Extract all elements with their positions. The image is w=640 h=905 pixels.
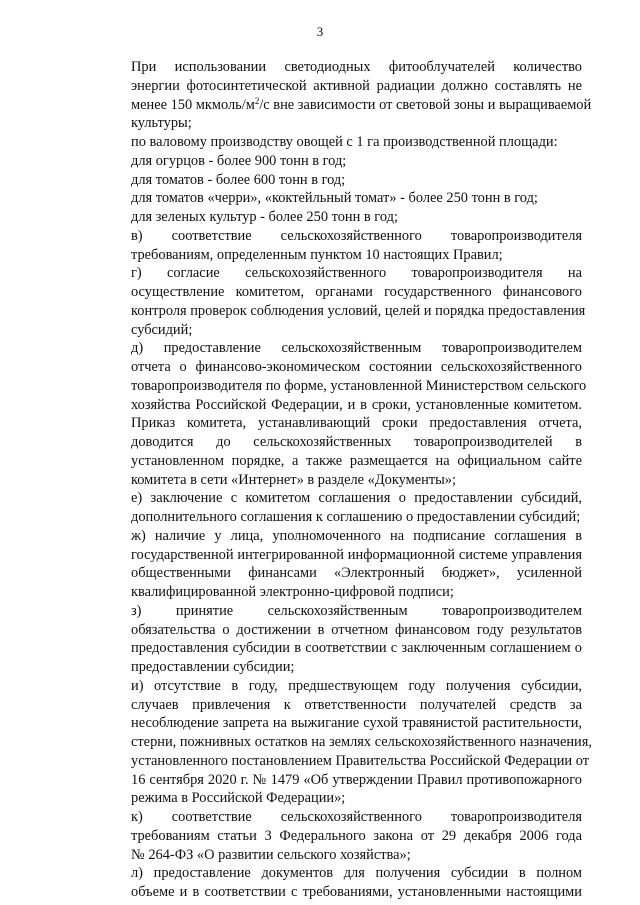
- text-line: государственной интегрированной информационной системе управления: [131, 546, 582, 563]
- paragraph-item-z: [95, 602, 582, 677]
- paragraph-item-zh: [95, 527, 582, 602]
- text-line: установленном порядке, а также размещается на официальном сайте: [131, 452, 582, 469]
- paragraph-item-l: [95, 864, 582, 902]
- text-line: в) соответствие сельскохозяйственного товаропроизводителя: [131, 227, 582, 244]
- text-line: требованиям, определенным пунктом 10 настоящих Правил;: [131, 246, 503, 263]
- text-line: требованиям статьи 3 Федерального закона от 29 декабря 2006 года: [131, 827, 582, 844]
- text-line: осуществление комитетом, органами государственного финансового: [131, 284, 582, 300]
- page-number: 3: [316, 24, 324, 39]
- text-line: д) предоставление сельскохозяйственным товаропроизводителем: [131, 340, 582, 357]
- text-line: энергии фотосинтетической активной радиации должно составлять не: [131, 77, 582, 94]
- text-line: режима в Российской Федерации»;: [131, 790, 346, 807]
- text-line: квалифицированной электронно-цифровой подписи;: [131, 584, 454, 600]
- text-line: культуры;: [131, 115, 192, 132]
- text-line: контроля проверок соблюдения условий, целей и порядка предоставления: [131, 302, 586, 319]
- gross-cherry-tomatoes: для томатов «черри», «коктейльный томат» - более 250 тонн в год;: [131, 190, 538, 207]
- text-line: дополнительного соглашения к соглашению о предоставлении субсидий;: [131, 509, 581, 525]
- paragraph-item-g: [95, 264, 586, 339]
- text-line: комитета в сети «Интернет» в разделе «Документы»;: [131, 471, 456, 488]
- gross-production-intro: по валовому производству овощей с 1 га производственной площади:: [131, 134, 558, 150]
- text-line: несоблюдение запрета на выжигание сухой травянистой растительности,: [131, 715, 582, 732]
- superscript: 2: [254, 95, 260, 106]
- gross-greens: для зеленых культур - более 250 тонн в год;: [131, 209, 398, 225]
- text-line: При использовании светодиодных фитооблучателей количество: [131, 59, 582, 75]
- text-line: и) отсутствие в году, предшествующем году получения субсидии,: [131, 677, 582, 694]
- text-fragment: менее 150 мкмоль/м: [131, 96, 255, 113]
- text-line: Приказ комитета, устанавливающий сроки предоставления отчета,: [131, 415, 582, 432]
- text-line: стерни, пожнивных остатков на землях сельскохозяйственного назначения,: [131, 734, 592, 750]
- text-line: е) заключение с комитетом соглашения о предоставлении субсидий,: [131, 490, 582, 507]
- text-line: 16 сентября 2020 г. № 1479 «Об утверждении Правил противопожарного: [131, 771, 582, 788]
- paragraph-item-d: [95, 339, 587, 489]
- gross-tomatoes: для томатов - более 600 тонн в год;: [131, 171, 346, 188]
- text-line: общественными финансами «Электронный бюджет», усиленной: [131, 565, 582, 582]
- text-line: обязательства о достижении в отчетном финансовом году результатов: [131, 621, 582, 638]
- text-line: предоставления субсидии в соответствии с заключенным соглашением о: [131, 640, 582, 657]
- paragraph-item-e: [95, 489, 582, 527]
- text-line: установленного постановлением Правительства Российской Федерации от: [131, 752, 590, 769]
- document-body: [95, 58, 592, 902]
- text-line: л) предоставление документов для получения субсидии в полном: [131, 865, 582, 882]
- paragraph-item-v: [95, 227, 582, 265]
- text-line: случаев привлечения к ответственности получателей средств за: [131, 696, 582, 713]
- text-line: товаропроизводителя по форме, установленной Министерством сельского: [131, 377, 587, 394]
- text-line: объеме и в соответствии с требованиями, установленными настоящими: [131, 884, 582, 900]
- paragraph-item-i: [95, 677, 592, 808]
- paragraph-led-lighting: [95, 58, 592, 133]
- text-line: № 264-ФЗ «О развитии сельского хозяйства»;: [131, 846, 411, 863]
- text-line: [95, 95, 592, 115]
- text-line: з) принятие сельскохозяйственным товаропроизводителем: [131, 602, 582, 619]
- text-line: г) согласие сельскохозяйственного товаропроизводителя на: [131, 265, 582, 282]
- paragraph-item-k: [95, 808, 582, 864]
- text-line: ж) наличие у лица, уполномоченного на подписание соглашения в: [131, 527, 582, 544]
- text-fragment: /с вне зависимости от световой зоны и выращиваемой: [259, 96, 592, 113]
- text-line: отчета о финансово-экономическом состоянии сельскохозяйственного: [131, 359, 582, 375]
- text-line: доводится до сельскохозяйственных товаропроизводителей в: [131, 434, 582, 450]
- text-line: хозяйства Российской Федерации, и в сроки, установленные комитетом.: [131, 396, 582, 413]
- gross-cucumbers: для огурцов - более 900 тонн в год;: [131, 152, 347, 169]
- text-line: к) соответствие сельскохозяйственного товаропроизводителя: [131, 809, 582, 825]
- text-line: предоставлении субсидии;: [131, 659, 295, 675]
- text-line: субсидий;: [131, 321, 193, 338]
